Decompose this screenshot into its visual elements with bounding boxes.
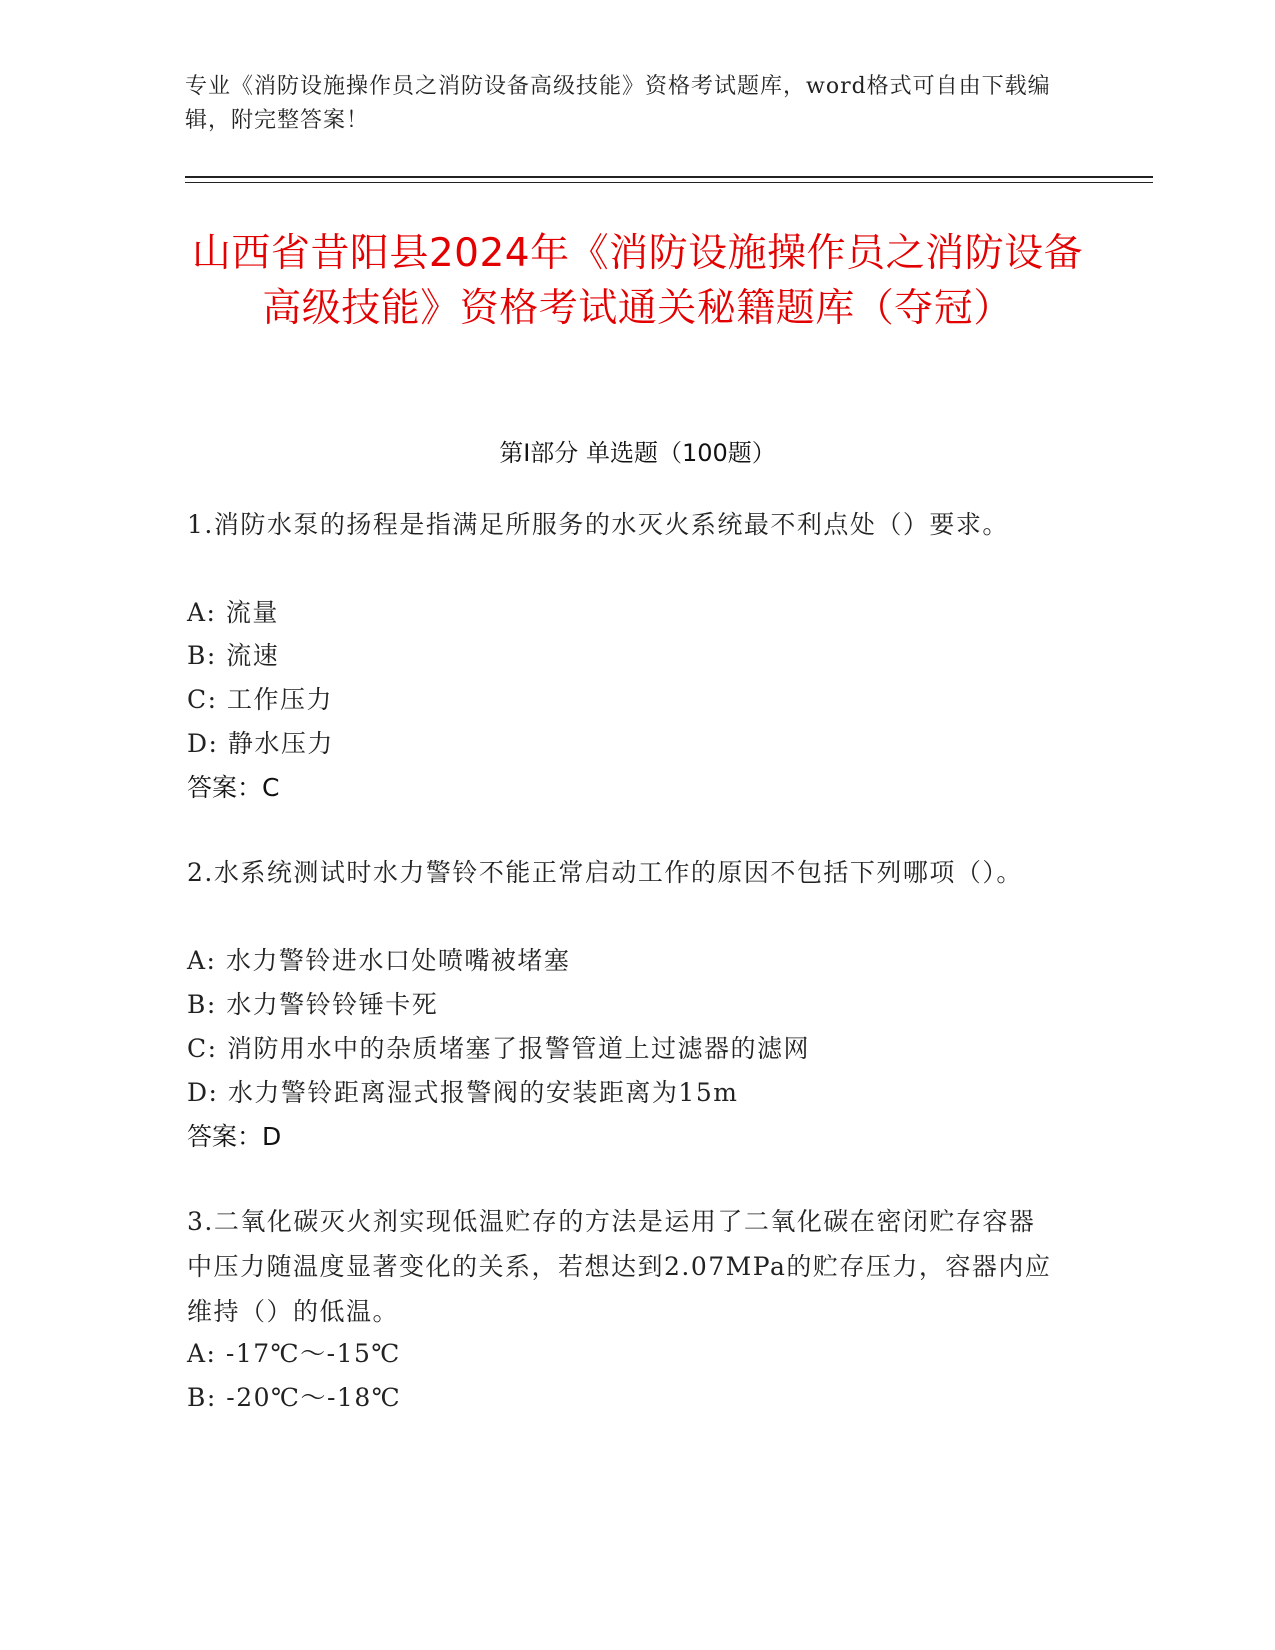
question-2-option-c: C: 消防用水中的杂质堵塞了报警管道上过滤器的滤网 (187, 1034, 811, 1063)
question-2-text: 2.水系统测试时水力警铃不能正常启动工作的原因不包括下列哪项（）。 (187, 858, 1023, 887)
answer-label: 答案： (187, 1122, 263, 1151)
question-1-text: 1.消防水泵的扬程是指满足所服务的水灭火系统最不利点处（）要求。 (187, 510, 1009, 539)
answer-label: 答案： (187, 773, 263, 802)
header-divider-thin (185, 182, 1153, 183)
question-3-text: 3.二氧化碳灭火剂实现低温贮存的方法是运用了二氧化碳在密闭贮存容器中压力随温度显著变化的关系，若想达到2.07MPa的贮存压力，容器内应维持（）的低温。 (187, 1207, 1052, 1326)
document-title: 山西省昔阳县2024年《消防设施操作员之消防设备高级技能》资格考试通关秘籍题库（夺冠） (191, 231, 1084, 331)
question-2-option-d: D: 水力警铃距离湿式报警阀的安装距离为15m (187, 1078, 739, 1107)
question-1-answer (187, 771, 279, 805)
answer-value: D (262, 1122, 282, 1151)
question-3-option-a: A: -17℃～-15℃ (187, 1339, 401, 1368)
question-1-option-d: D: 静水压力 (187, 729, 334, 758)
question-1-option-a: A: 流量 (187, 598, 279, 627)
question-2-option-a: A: 水力警铃进水口处喷嘴被堵塞 (187, 946, 571, 975)
question-1-option-c: C: 工作压力 (187, 685, 333, 714)
section-title: 第I部分 单选题（100题） (499, 439, 776, 467)
header-note: 专业《消防设施操作员之消防设备高级技能》资格考试题库，word格式可自由下载编辑，附完整答案！ (185, 74, 1051, 133)
question-3-option-b: B: -20℃～-18℃ (187, 1383, 402, 1412)
question-1-option-b: B: 流速 (187, 641, 280, 670)
question-2-answer (187, 1120, 281, 1154)
header-divider-thick (185, 176, 1153, 178)
question-2-option-b: B: 水力警铃铃锤卡死 (187, 990, 439, 1019)
answer-value: C (262, 773, 280, 802)
